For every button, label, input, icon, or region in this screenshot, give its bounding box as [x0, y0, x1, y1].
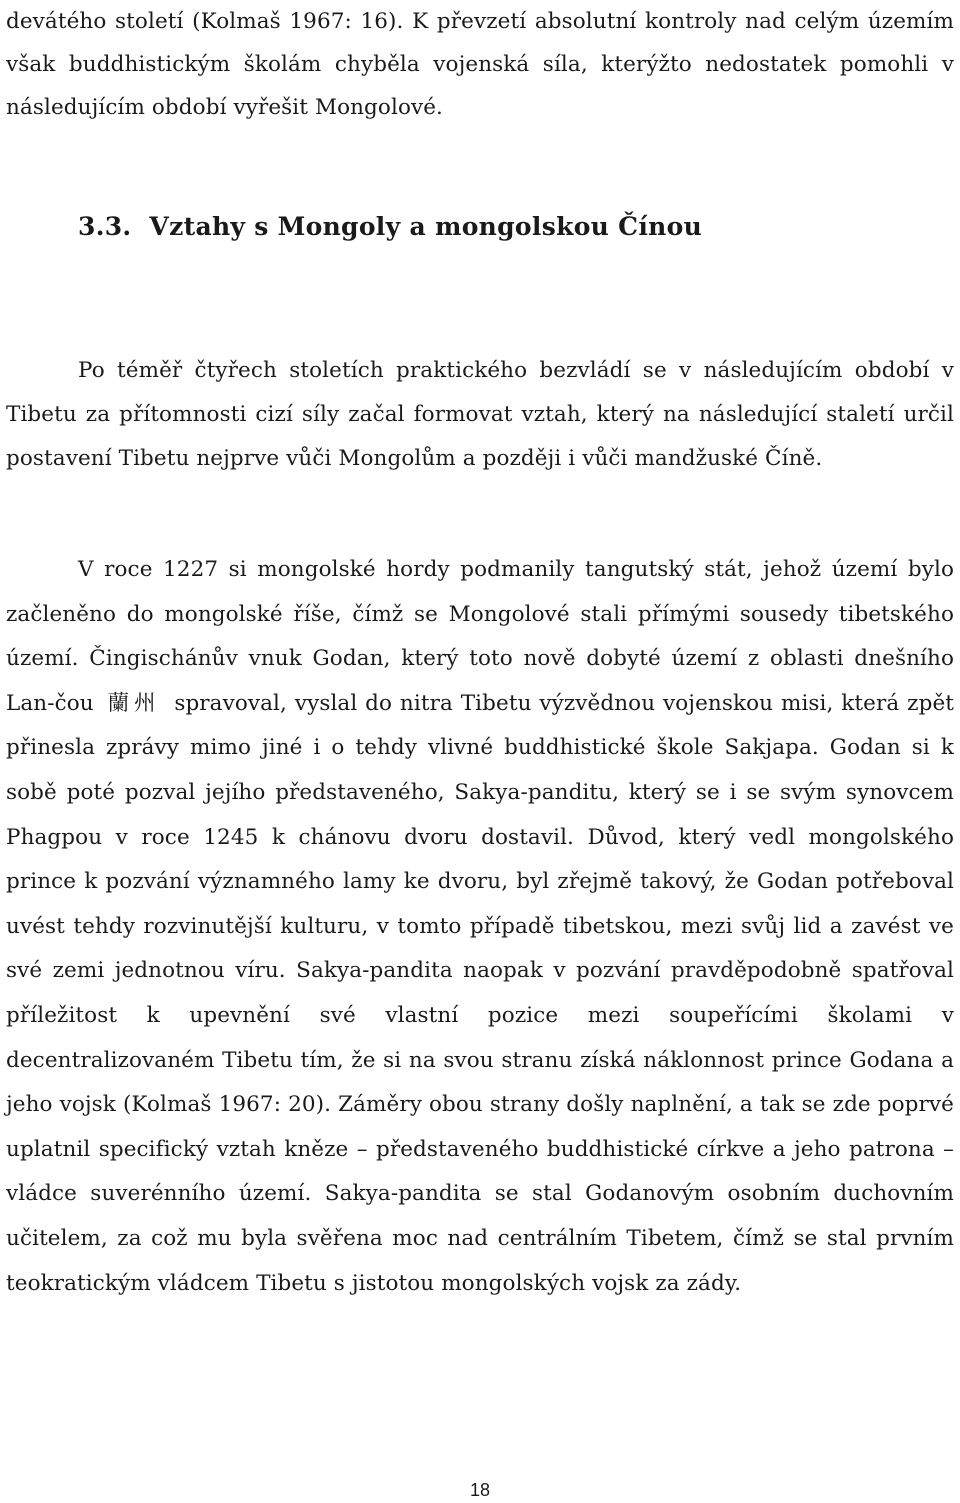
page-number: 18: [469, 1480, 491, 1500]
section-heading: [78, 212, 702, 241]
paragraph-2: [6, 548, 954, 1306]
paragraph-2-part-1: V roce 1227 si mongolské hordy podmanily tangutský stát, jehož území bylo začleněno do mongolské říše, čímž se Mongolové stali přímými sousedy tibetského území. Čingischánův vnuk Godan, který toto nově dobyté území z oblasti dnešního Lan-čou: [6, 557, 954, 716]
section-number: 3.3.: [78, 212, 132, 241]
paragraph-2-part-2: spravoval, vyslal do nitra Tibetu výzvědnou vojenskou misi, která zpět přinesla zprávy mimo jiné i o tehdy vlivné buddhistické škole Sakjapa. Godan si k sobě poté pozval jejího představeného, Sakya-panditu, který se i se svým synovcem Phagpou v roce 1245 k chánovu dvoru dostavil. Důvod, který vedl mongolského prince k pozvání významného lamy ke dvoru, byl zřejmě takový, že Godan potřeboval uvést tehdy rozvinutější kulturu, v tomto případě tibetskou, mezi svůj lid a zavést ve své zemi jednotnou víru. Sakya-pandita naopak v pozvání pravděpodobně spatřoval příležitost k upevnění své vlastní pozice mezi soupeřícími školami v decentralizovaném Tibetu tím, že si na svou stranu získá náklonnost prince Godana a jeho vojsk (Kolmaš 1967: 20). Záměry obou strany došly naplnění, a tak se zde poprvé uplatnil specifický vztah kněze – představeného buddhistické církve a jeho patrona – vládce suverénního území. Sakya-pandita se stal Godanovým osobním duchovním učitelem, za což mu byla svěřena moc nad centrálním Tibetem, čímž se stal prvním teokratickým vládcem Tibetu s jistotou mongolských vojsk za zády.: [6, 690, 955, 1296]
intro-paragraph: devátého století (Kolmaš 1967: 16). K převzetí absolutní kontroly nad celým územím však buddhistickým školám chyběla vojenská síla, kterýžto nedostatek pomohli v následujícím období vyřešit Mongolové.: [6, 9, 954, 120]
chinese-characters: 蘭州: [107, 690, 161, 716]
section-title: Vztahy s Mongoly a mongolskou Čínou: [149, 212, 703, 241]
paragraph-1: Po téměř čtyřech stoletích praktického bezvládí se v následujícím období v Tibetu za přítomnosti cizí síly začal formovat vztah, který na následující staletí určil postavení Tibetu nejprve vůči Mongolům a později i vůči mandžuské Číně.: [6, 358, 954, 471]
